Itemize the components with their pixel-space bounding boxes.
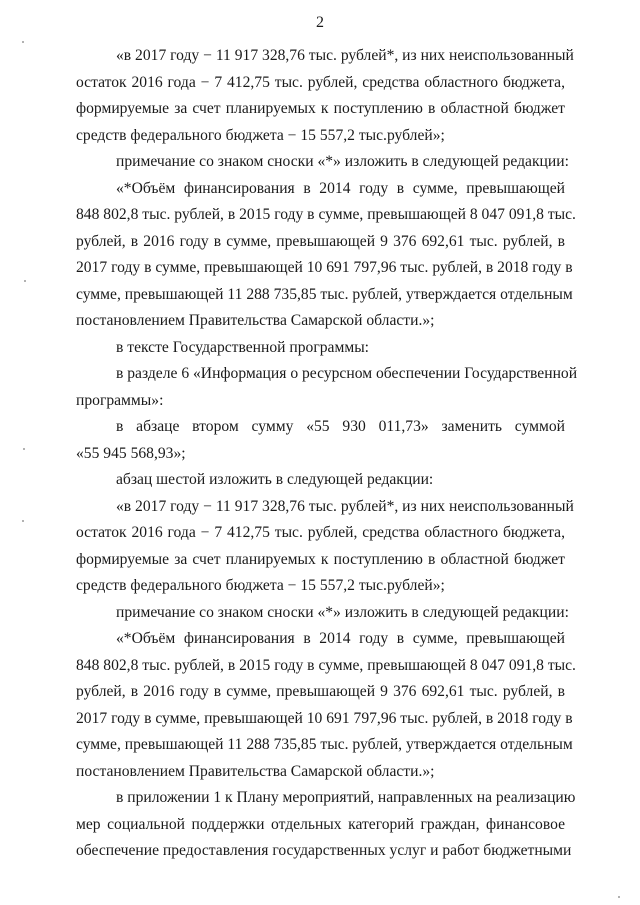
body-text: [76, 43, 578, 865]
scan-speck: [23, 448, 25, 450]
text-line: формируемые за счет планируемых к поступлению в областной бюджет: [76, 550, 565, 568]
text-line: сумме, превышающей 11 288 735,85 тыс. рублей, утверждается отдельным: [76, 285, 573, 303]
text-line: в тексте Государственной программы:: [116, 338, 370, 356]
text-line: в абзаце втором сумму «55 930 011,73» заменить суммой: [116, 418, 565, 435]
text-line: «в 2017 году − 11 917 328,76 тыс. рублей*, из них неиспользованный: [116, 47, 574, 64]
scan-speck: [618, 896, 620, 898]
text-line: «*Объём финансирования в 2014 году в сумме, превышающей: [116, 630, 565, 647]
text-line: примечание со знаком сноски «*» изложить в следующей редакции:: [116, 153, 569, 170]
scan-speck: [22, 41, 24, 43]
text-line: «*Объём финансирования в 2014 году в сумме, превышающей: [116, 179, 565, 197]
text-line: в приложении 1 к Плану мероприятий, направленных на реализацию: [116, 789, 576, 806]
text-line: примечание со знаком сноски «*» изложить в следующей редакции:: [116, 603, 569, 621]
text-line: абзац шестой изложить в следующей редакции:: [116, 471, 434, 488]
scan-speck: [24, 280, 26, 282]
text-line: мер социальной поддержки отдельных категорий граждан, финансовое: [76, 815, 565, 833]
text-line: сумме, превышающей 11 288 735,85 тыс. рублей, утверждается отдельным: [76, 736, 573, 753]
text-line: 848 802,8 тыс. рублей, в 2015 году в сумме, превышающей 8 047 091,8 тыс.: [76, 656, 576, 674]
text-line: 2017 году в сумме, превышающей 10 691 797,96 тыс. рублей, в 2018 году в: [76, 709, 573, 727]
text-line: остаток 2016 года − 7 412,75 тыс. рублей, средства областного бюджета,: [76, 524, 565, 541]
text-line: «в 2017 году − 11 917 328,76 тыс. рублей*, из них неиспользованный: [116, 497, 574, 515]
text-line: постановлением Правительства Самарской области.»;: [76, 762, 435, 780]
text-line: формируемые за счет планируемых к поступлению в областной бюджет: [76, 100, 565, 117]
text-line: рублей, в 2016 году в сумме, превышающей 9 376 692,61 тыс. рублей, в: [76, 683, 565, 700]
text-line: 848 802,8 тыс. рублей, в 2015 году в сумме, превышающей 8 047 091,8 тыс.: [76, 206, 576, 223]
text-line: средств федерального бюджета − 15 557,2 тыс.рублей»;: [76, 577, 445, 594]
text-line: остаток 2016 года − 7 412,75 тыс. рублей, средства областного бюджета,: [76, 73, 565, 91]
page-number: 2: [316, 14, 324, 31]
text-line: обеспечение предоставления государственных услуг и работ бюджетными: [76, 842, 572, 859]
text-line: рублей, в 2016 году в сумме, превышающей 9 376 692,61 тыс. рублей, в: [76, 232, 565, 250]
text-line: 2017 году в сумме, превышающей 10 691 797,96 тыс. рублей, в 2018 году в: [76, 259, 573, 276]
text-line: программы»:: [76, 391, 164, 409]
text-line: в разделе 6 «Информация о ресурсном обеспечении Государственной: [116, 365, 578, 382]
text-line: постановлением Правительства Самарской области.»;: [76, 312, 435, 329]
scan-speck: [22, 520, 24, 522]
text-line: средств федерального бюджета − 15 557,2 тыс.рублей»;: [76, 126, 445, 144]
text-line: «55 945 568,93»;: [76, 444, 186, 462]
